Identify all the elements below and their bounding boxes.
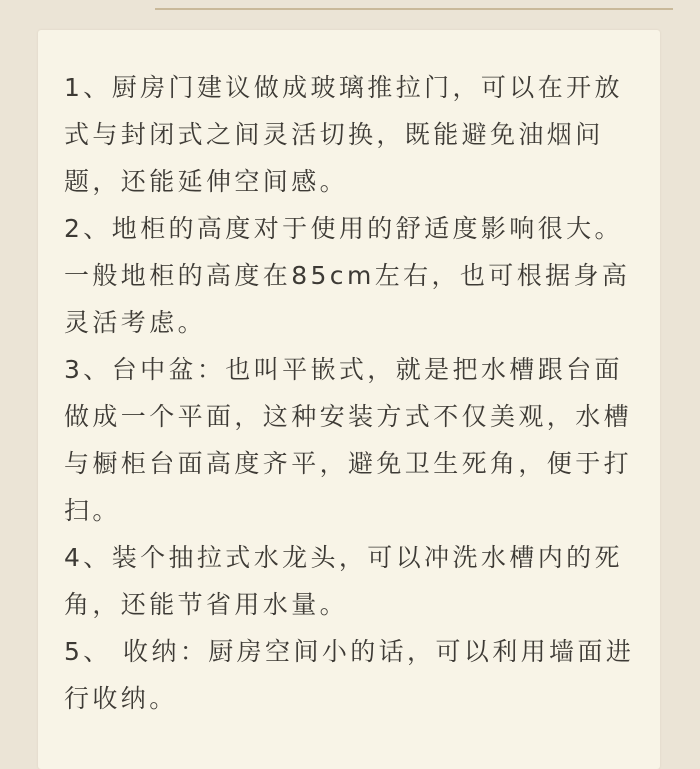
tip-item-4: [64, 534, 644, 628]
tip-item-1: [64, 64, 644, 205]
tip-1-line-3: 题，还能延伸空间感。: [64, 167, 349, 196]
article-content: [64, 64, 644, 722]
tip-3-line-4: 扫。: [64, 496, 121, 525]
tip-item-5: [64, 628, 644, 722]
tip-2-line-2: 一般地柜的高度在85cm左右，也可根据身高: [64, 261, 631, 290]
tip-1-line-2: 式与封闭式之间灵活切换，既能避免油烟问: [64, 120, 604, 149]
tip-5-line-2: 行收纳。: [64, 684, 178, 713]
tip-4-line-2: 角，还能节省用水量。: [64, 590, 349, 619]
tip-item-2: [64, 205, 644, 346]
tip-2-line-3: 灵活考虑。: [64, 308, 207, 337]
tip-3-line-3: 与橱柜台面高度齐平，避免卫生死角，便于打: [64, 449, 633, 478]
top-divider: [155, 8, 673, 10]
tip-item-3: [64, 346, 644, 534]
tip-3-line-2: 做成一个平面，这种安装方式不仅美观，水槽: [64, 402, 633, 431]
tip-2-line-1: 2、地柜的高度对于使用的舒适度影响很大。: [64, 214, 623, 243]
tip-1-line-1: 1、厨房门建议做成玻璃推拉门，可以在开放: [64, 73, 623, 102]
tip-5-line-1: 5、 收纳：厨房空间小的话，可以利用墙面进: [64, 637, 635, 666]
tip-3-line-1: 3、台中盆：也叫平嵌式，就是把水槽跟台面: [64, 355, 623, 384]
tip-4-line-1: 4、装个抽拉式水龙头，可以冲洗水槽内的死: [64, 543, 623, 572]
